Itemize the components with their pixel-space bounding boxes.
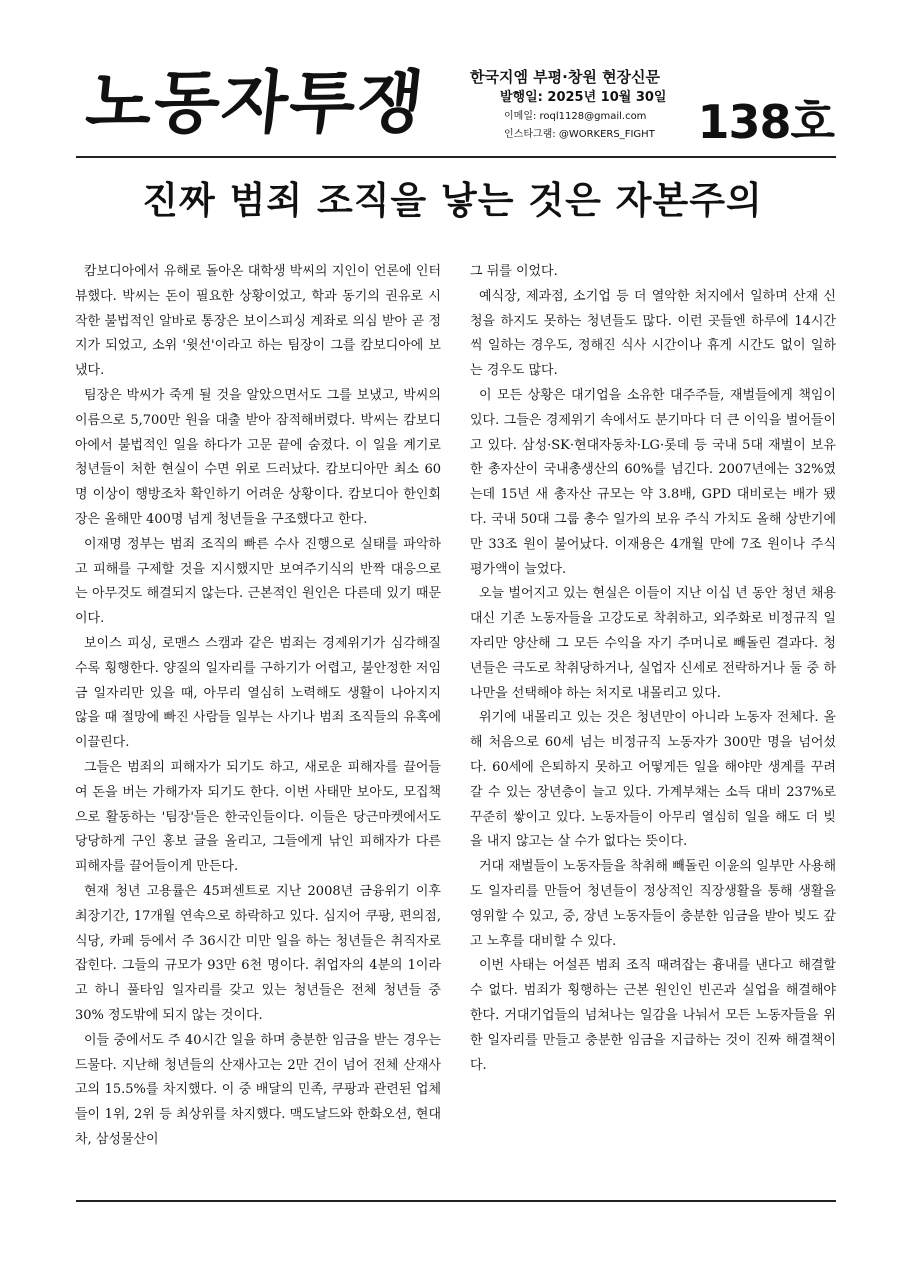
paragraph: 그 뒤를 이었다. bbox=[470, 264, 558, 279]
paragraph: 보이스 피싱, 로맨스 스캠과 같은 범죄는 경제위기가 심각해질수록 횡행한다. 양질의 일자리를 구하기가 어렵고, 불안정한 저임금 일자리만 있을 때, 아무리 열심히 노력해도 생활이 나아지지 않을 때 절망에 빠진 사람들 일부는 사기나 범죄 조직들의 유혹에 이끌린다. bbox=[75, 635, 441, 751]
paragraph: 현재 청년 고용률은 45퍼센트로 지난 2008년 금융위기 이후 최장기간, 17개월 연속으로 하락하고 있다. 심지어 쿠팡, 편의점, 식당, 카페 등에서 주 36시간 미만 일을 하는 청년들은 취직자로 잡힌다. 그들의 규모가 93만 6천 명이다. 취업자의 4분의 1이라고 하니 풀타임 일자리를 갖고 있는 청년들은 전체 청년들 중 30% 정도밖에 되지 않는 것이다. bbox=[75, 883, 441, 1023]
paragraph: 이들 중에서도 주 40시간 일을 하며 충분한 임금을 받는 경우는 드물다. 지난해 청년들의 산재사고는 2만 건이 넘어 전체 산재사고의 15.5%를 차지했다. 이 중 배달의 민족, 쿠팡과 관련된 업체들이 1위, 2위 등 최상위를 차지했다. 맥도날드와 한화오션, 현대차, 삼성물산이 bbox=[75, 1032, 441, 1147]
issue-number: 138호 bbox=[697, 95, 834, 149]
paragraph: 이 모든 상황은 대기업을 소유한 대주주들, 재벌들에게 책임이 있다. 그들은 경제위기 속에서도 분기마다 더 큰 이익을 벌어들이고 있다. 삼성·SK·현대자동차·LG·롯데 등 국내 5대 재벌이 보유한 총자산이 국내총생산의 60%를 넘긴다. 2007년에는 32%였는데 15년 새 총자산 규모는 약 3.8배, GPD 대비로는 배가 됐다. 국내 50대 그룹 총수 일가의 보유 주식 가치도 올해 상반기에만 33조 원이 불어났다. 이재용은 4개월 만에 7조 원이나 주식 평가액이 늘었다. bbox=[470, 387, 836, 577]
paragraph: 위기에 내몰리고 있는 것은 청년만이 아니라 노동자 전체다. 올해 처음으로 60세 넘는 비정규직 노동자가 300만 명을 넘어섰다. 60세에 은퇴하지 못하고 어떻게든 일을 해야만 생계를 꾸려갈 수 있는 장년층이 늘고 있다. 가계부채는 소득 대비 237%로 꾸준히 쌓이고 있다. 노동자들이 아무리 열심히 일을 해도 더 빚을 내지 않고는 살 수가 없다는 뜻이다. bbox=[470, 710, 836, 850]
paragraph: 오늘 벌어지고 있는 현실은 이들이 지난 이십 년 동안 청년 채용 대신 기존 노동자들을 고강도로 착취하고, 외주화로 비정규직 일자리만 양산해 그 모든 수익을 자기 주머니로 빼돌린 결과다. 청년들은 극도로 착취당하거나, 실업자 신세로 전락하거나 둘 중 하나만을 선택해야 하는 처지로 내몰리고 있다. bbox=[470, 586, 836, 701]
paragraph: 그들은 범죄의 피해자가 되기도 하고, 새로운 피해자를 끌어들여 돈을 버는 가해가자 되기도 한다. 이번 사태만 보아도, 모집책으로 활동하는 '팀장'들은 한국인들이다. 이들은 당근마켓에서도 당당하게 구인 홍보 글을 올리고, 그들에게 낚인 피해자가 다른 피해자를 끌어들이게 만든다. bbox=[75, 759, 441, 875]
paragraph: 이재명 정부는 범죄 조직의 빠른 수사 진행으로 실태를 파악하고 피해를 구제할 것을 지시했지만 보여주기식의 반짝 대응으로는 아무것도 해결되지 않는다. 근본적인 원인은 다른데 있기 때문이다. bbox=[75, 536, 441, 627]
contact-email: 이메일: roql1128@gmail.com bbox=[504, 111, 647, 122]
article-column-left bbox=[75, 260, 441, 1153]
article-column-right bbox=[470, 260, 836, 1078]
contact-instagram: 인스타그램: @WORKERS_FIGHT bbox=[504, 129, 655, 140]
issue-date: 발행일: 2025년 10월 30일 bbox=[500, 90, 667, 105]
publisher-name: 한국지엠 부평·창원 현장신문 bbox=[470, 68, 661, 86]
newspaper-logo: 노동자투쟁 bbox=[82, 64, 430, 143]
paragraph: 거대 재벌들이 노동자들을 착취해 빼돌린 이윤의 일부만 사용해도 일자리를 만들어 청년들이 정상적인 직장생활을 통해 생활을 영위할 수 있고, 중, 장년 노동자들이 충분한 임금을 받아 빚도 갚고 노후를 대비할 수 있다. bbox=[470, 859, 836, 949]
paragraph: 팀장은 박씨가 죽게 될 것을 알았으면서도 그를 보냈고, 박씨의 이름으로 5,700만 원을 대출 받아 잠적해버렸다. 박씨는 캄보디아에서 불법적인 일을 하다가 고문 끝에 숨졌다. 이 일을 계기로 청년들이 처한 현실이 수면 위로 드러났다. 캄보디아만 최소 60명 이상이 행방조차 확인하기 어려운 상황이다. 캄보디아 한인회장은 올해만 400명 넘게 청년들을 구조했다고 한다. bbox=[75, 387, 441, 527]
paragraph: 예식장, 제과점, 소기업 등 더 열악한 처지에서 일하며 산재 신청을 하지도 못하는 청년들도 많다. 이런 곳들엔 하루에 14시간씩 일하는 경우도, 정해진 식사 시간이나 휴게 시간도 없이 일하는 경우도 많다. bbox=[470, 288, 836, 379]
footer-divider bbox=[76, 1200, 836, 1202]
publication-info bbox=[470, 66, 710, 144]
masthead bbox=[76, 60, 836, 158]
paragraph: 이번 사태는 어설픈 범죄 조직 때려잡는 흉내를 낸다고 해결할 수 없다. 범죄가 횡행하는 근본 원인인 빈곤과 실업을 해결해야 한다. 거대기업들의 넘쳐나는 일감을 나눠서 모든 노동자들을 위한 일자리를 만들고 충분한 임금을 지급하는 것이 진짜 해결책이다. bbox=[470, 958, 836, 1073]
article-headline: 진짜 범죄 조직을 낳는 것은 자본주의 bbox=[142, 179, 763, 222]
paragraph: 캄보디아에서 유해로 돌아온 대학생 박씨의 지인이 언론에 인터뷰했다. 박씨는 돈이 필요한 상황이었고, 학과 동기의 권유로 시작한 불법적인 알바로 통장은 보이스피싱 계좌로 의심 받아 곧 정지가 되었고, 소위 '윗선'이라고 하는 팀장이 그를 캄보디아에 보냈다. bbox=[75, 264, 441, 379]
